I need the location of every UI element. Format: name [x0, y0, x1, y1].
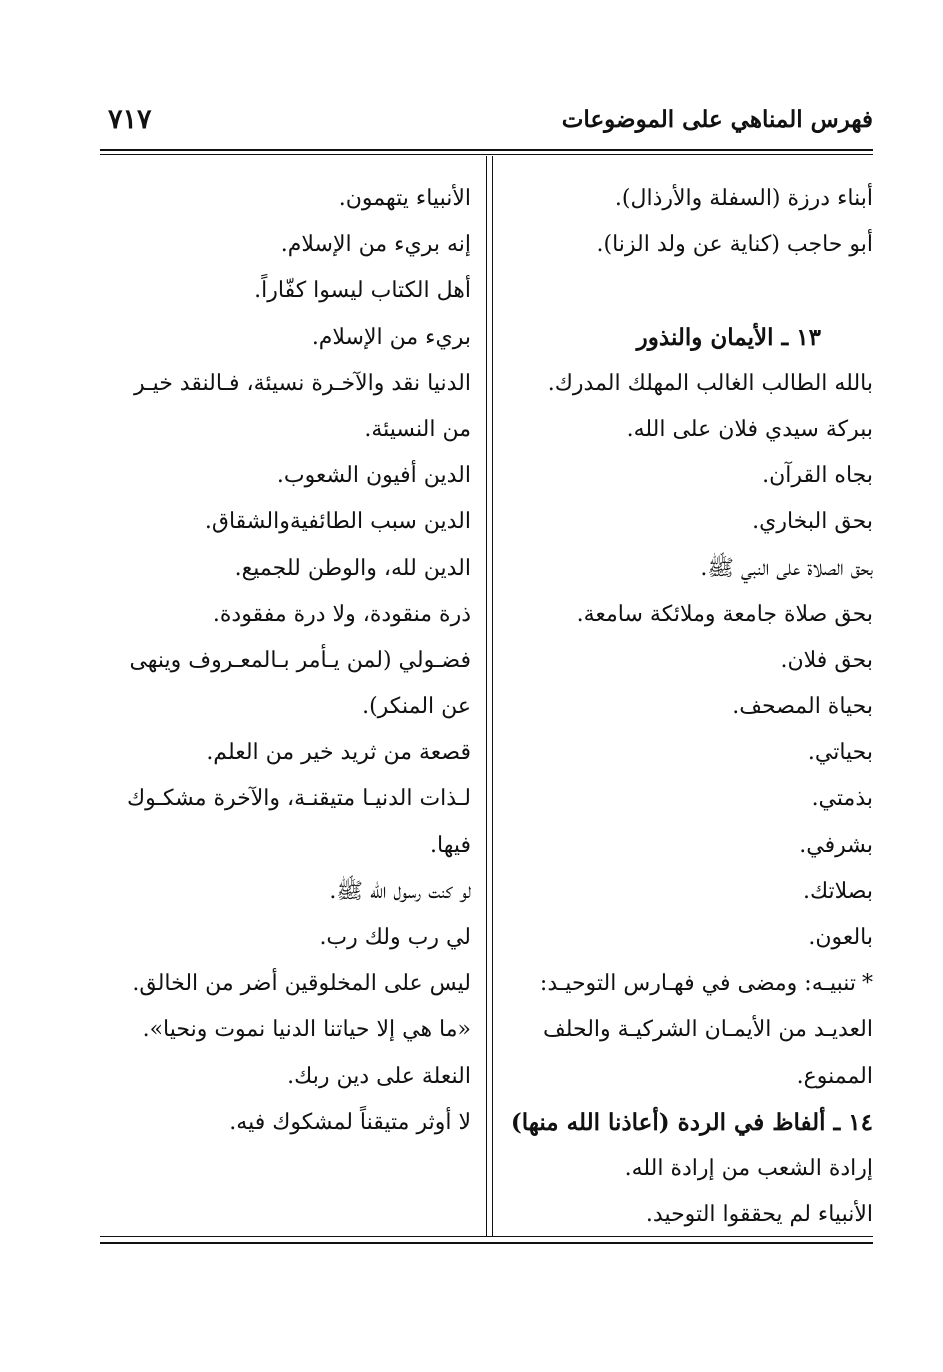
entry-line: بذمتي. [811, 786, 873, 812]
header-rule [100, 149, 873, 151]
entry-line: الدين لله، والوطن للجميع. [234, 555, 471, 581]
entry-line: بحياة المصحف. [732, 694, 873, 720]
entry-line: أبو حاجب (كناية عن ولد الزنا). [596, 232, 873, 258]
entry-line: بريء من الإسلام. [311, 324, 471, 350]
entry-line: لا أوثر متيقناً لمشكوك فيه. [229, 1109, 471, 1135]
entry-line: الأنبياء لم يحققوا التوحيد. [645, 1202, 873, 1228]
entry-line: الدين سبب الطائفيةوالشقاق. [204, 509, 471, 535]
entry-line: فضـولي (لمن يـأمر بـالمعـروف وينهى [129, 647, 471, 673]
note-line [513, 961, 873, 1007]
page-header [100, 100, 873, 144]
left-column [103, 176, 471, 1146]
note-line: العديـد من الأيمـان الشركيـة والحلف [542, 1017, 873, 1043]
entry-line: بحق الصلاة على النبي ﷺ. [700, 555, 873, 581]
entry-line: عن المنكر). [362, 694, 471, 720]
note-line: الممنوع. [796, 1063, 873, 1089]
entry-line: بالعون. [808, 925, 873, 950]
spacer [513, 268, 873, 314]
section-13-heading: ١٣ ـ الأيمان والنذور [636, 323, 821, 351]
entry-line: النعلة على دين ربك. [287, 1063, 471, 1089]
entry-line: فيها. [430, 832, 471, 858]
entry-line: بالله الطالب الغالب المهلك المدرك. [547, 370, 873, 396]
footer-rule [100, 1242, 873, 1244]
entry-line: بحق صلاة جامعة وملائكة سامعة. [576, 601, 873, 627]
entry-line: الأنبياء يتهمون. [338, 186, 471, 211]
entry-line: ذرة منقودة، ولا درة مفقودة. [212, 601, 471, 627]
page-number: ٧١٧ [108, 104, 152, 135]
entry-line: إنه بريء من الإسلام. [280, 232, 471, 258]
entry-line: بشرفي. [799, 832, 873, 858]
entry-line: لـذات الدنيـا متيقنـة، والآخرة مشكـوك [127, 786, 471, 812]
entry-line: ليس على المخلوقين أضر من الخالق. [132, 971, 471, 997]
column-separator-second [492, 156, 493, 1236]
entry-line: إرادة الشعب من إرادة الله. [624, 1155, 873, 1181]
entry-line: «ما هي إلا حياتنا الدنيا نموت ونحيا». [142, 1017, 471, 1043]
entry-line: أهل الكتاب ليسوا كفّاراً. [254, 278, 471, 304]
entry-line: أبناء درزة (السفلة والأرذال). [614, 186, 873, 211]
entry-line: بحق البخاري. [752, 509, 873, 535]
entry-line: الدنيا نقد والآخـرة نسيئة، فـالنقد خيـر [133, 370, 471, 396]
entry-line: ببركة سيدي فلان على الله. [626, 416, 873, 442]
right-column [510, 176, 873, 1238]
section-14-heading: ١٤ ـ ألفاظ في الردة (أعاذنا الله منها) [510, 1108, 873, 1136]
entry-line: بصلاتك. [803, 878, 873, 904]
entry-line: بجاه القرآن. [762, 463, 873, 489]
note-marker: * [862, 971, 873, 997]
entry-line: بحياتي. [807, 740, 873, 766]
entry-line: من النسيئة. [364, 416, 471, 442]
entry-line: لو كنت رسول الله ﷺ. [329, 878, 471, 904]
running-title: فهرس المناهي على الموضوعات [561, 106, 873, 133]
note-text: تنبيـه: ومضى في فهـارس التوحيـد: [539, 971, 856, 997]
column-separator [486, 156, 487, 1236]
header-rule-thin [100, 154, 873, 155]
entry-line: الدين أفيون الشعوب. [276, 463, 471, 489]
entry-line: قصعة من ثريد خير من العلم. [206, 740, 471, 766]
entry-line: لي رب ولك رب. [319, 925, 471, 950]
entry-line: بحق فلان. [780, 647, 873, 673]
